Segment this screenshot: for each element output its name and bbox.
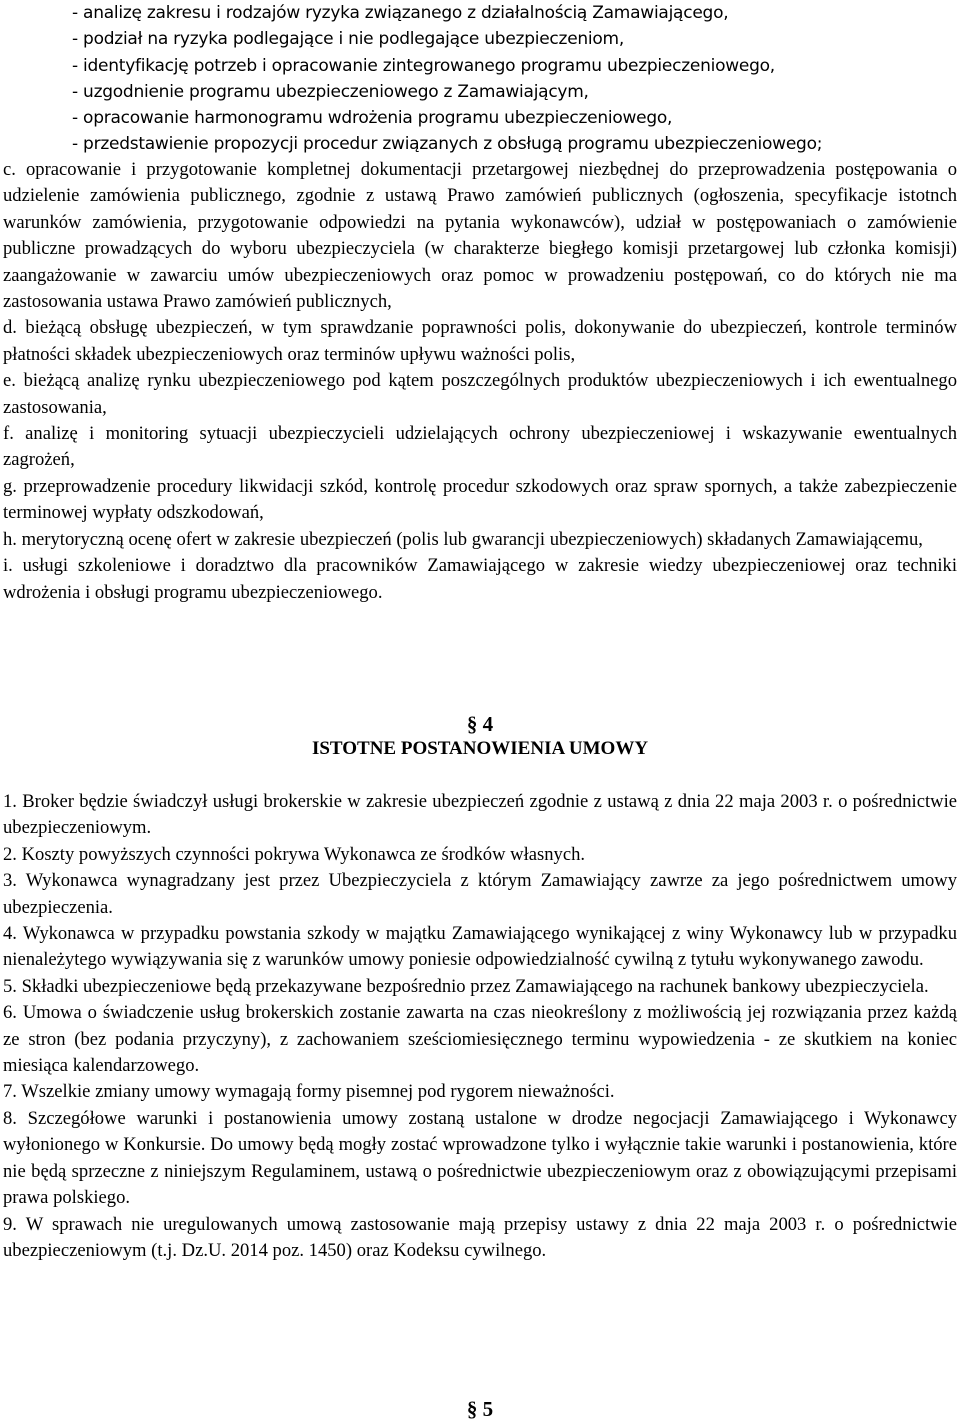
lettered-item-c: c. opracowanie i przygotowanie kompletnej dokumentacji przetargowej niezbędnej do przeprowadzenia postępowania o udzielenie zamówienia publicznego, zgodnie z ustawą Prawo zamówień publicznych (ogłoszenia, specyfikacje istotnch warunków zamówienia, przygotowanie odpowiedzi na pytania wykonawców), udział w postępowaniach o zamówienie publiczne prowadzących do wyboru ubezpieczyciela (w charakterze biegłego komisji przetargowej lub członka komisji) zaangażowanie w zawarciu umów ubezpieczeniowych oraz pomoc w prowadzeniu postępowań, co do których nie ma zastosowania ustawa Prawo zamówień publicznych, <box>3 159 957 313</box>
section-4-item-1: 1. Broker będzie świadczył usługi brokerskie w zakresie ubezpieczeń zgodnie z ustawą z dnia 22 maja 2003 r. o pośrednictwie ubezpieczeniowym. <box>3 791 957 839</box>
section-4-number: § 4 <box>466 712 494 736</box>
section-4-item-3: 3. Wykonawca wynagradzany jest przez Ubezpieczyciela z którym Zamawiający zawrze za jego pośrednictwem umowy ubezpieczenia. <box>3 870 957 918</box>
section-4-items <box>3 789 957 1264</box>
section-4-item-7: 7. Wszelkie zmiany umowy wymagają formy pisemnej pod rygorem nieważności. <box>3 1081 615 1103</box>
section-4-title: ISTOTNE POSTANOWIENIA UMOWY <box>311 738 649 759</box>
section-4-item-2: 2. Koszty powyższych czynności pokrywa Wykonawca ze środków własnych. <box>3 843 586 865</box>
lettered-item-d: d. bieżącą obsługę ubezpieczeń, w tym sprawdzanie poprawności polis, dokonywanie do ubezpieczeń, kontrole terminów płatności składek ubezpieczeniowych oraz terminów upływu ważności polis, <box>3 317 957 365</box>
scope-list-item: - analizę zakresu i rodzajów ryzyka związanego z działalnością Zamawiającego, <box>72 3 729 23</box>
section-4-item-8: 8. Szczegółowe warunki i postanowienia umowy zostaną ustalone w drodze negocjacji Zamawiającego i Wykonawcy wyłonionego w Konkursie. Do umowy będą mogły zostać wprowadzone tylko i wyłącznie takie warunki i postanowienia, które nie będą sprzeczne z niniejszym Regulaminem, ustawą o pośrednictwie ubezpieczeniowym oraz z obowiązującymi przepisami prawa polskiego. <box>3 1107 957 1209</box>
scope-list <box>72 0 960 158</box>
scope-list-item: - identyfikację potrzeb i opracowanie zintegrowanego programu ubezpieczeniowego, <box>72 55 775 76</box>
scope-list-item: - przedstawienie propozycji procedur związanych z obsługą programu ubezpieczeniowego; <box>72 134 823 155</box>
lettered-item-e: e. bieżącą analizę rynku ubezpieczeniowego pod kątem poszczególnych produktów ubezpieczeniowych i ich ewentualnego zastosowania, <box>3 370 957 418</box>
lettered-item-h: h. merytoryczną ocenę ofert w zakresie ubezpieczeń (polis lub gwarancji ubezpieczeniowych) składanych Zamawiającemu, <box>3 528 923 550</box>
section-4-item-9: 9. W sprawach nie uregulowanych umową zastosowanie mają przepisy ustawy z dnia 22 maja 2003 r. o pośrednictwie ubezpieczeniowym (t.j. Dz.U. 2014 poz. 1450) oraz Kodeksu cywilnego. <box>3 1213 957 1261</box>
scope-list-item: - podział na ryzyka podlegające i nie podlegające ubezpieczeniom, <box>72 29 625 50</box>
section-4-item-4: 4. Wykonawca w przypadku powstania szkody w majątku Zamawiającego wynikającej z winy Wykonawcy lub w przypadku nienależytego wywiązywania się z warunków umowy poniesie odpowiedzialność cywilną z tytułu wykonywanego zawodu. <box>3 923 957 971</box>
lettered-item-i: i. usługi szkoleniowe i doradztwo dla pracowników Zamawiającego w zakresie wiedzy ubezpieczeniowej oraz techniki wdrożenia i obsługi programu ubezpieczeniowego. <box>3 555 957 603</box>
section-4-item-5: 5. Składki ubezpieczeniowe będą przekazywane bezpośrednio przez Zamawiającego na rachunek bankowy ubezpieczyciela. <box>3 975 929 997</box>
section-4-item-6: 6. Umowa o świadczenie usług brokerskich zostanie zawarta na czas nieokreślony z możliwością jej rozwiązania przez każdą ze stron (bez podania przyczyny), z zachowaniem sześciomiesięcznego terminu wypowiedzenia - ze skutkiem na koniec miesiąca kalendarzowego. <box>3 1002 957 1077</box>
section-5-number: § 5 <box>466 1397 494 1421</box>
scope-list-item: - uzgodnienie programu ubezpieczeniowego z Zamawiającym, <box>72 81 589 102</box>
lettered-item-f: f. analizę i monitoring sytuacji ubezpieczycieli udzielających ochrony ubezpieczeniowej i wskazywanie ewentualnych zagrożeń, <box>3 423 957 471</box>
scope-list-item: - opracowanie harmonogramu wdrożenia programu ubezpieczeniowego, <box>72 108 673 129</box>
lettered-item-g: g. przeprowadzenie procedury likwidacji szkód, kontrolę procedur szkodowych oraz spraw spornych, a także zabezpieczenie terminowej wypłaty odszkodowań, <box>3 475 957 524</box>
lettered-items <box>3 157 957 606</box>
